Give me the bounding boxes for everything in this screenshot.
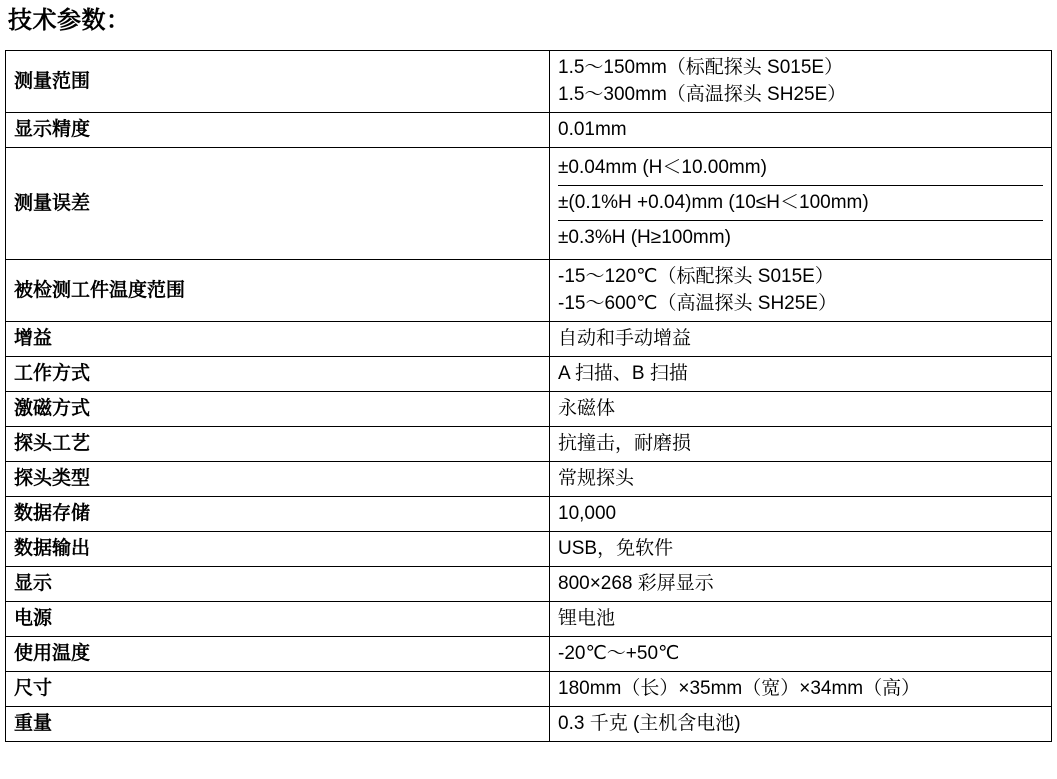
row-value	[550, 260, 1052, 322]
row-label: 数据存储	[6, 497, 550, 532]
sub-row	[558, 186, 1043, 221]
value-line: 0.3 千克 (主机含电池)	[558, 713, 741, 734]
value-line: 抗撞击，耐磨损	[558, 433, 692, 454]
table-row	[6, 113, 1052, 148]
row-label: 显示	[6, 567, 550, 602]
row-value	[550, 113, 1052, 148]
row-label: 探头类型	[6, 462, 550, 497]
value-line: 常规探头	[558, 468, 635, 489]
row-value	[550, 462, 1052, 497]
value-line: -20℃～+50℃	[558, 643, 680, 664]
row-label: 使用温度	[6, 637, 550, 672]
value-line: 800×268 彩屏显示	[558, 573, 714, 594]
row-label: 数据输出	[6, 532, 550, 567]
row-value	[550, 567, 1052, 602]
table-row	[6, 260, 1052, 322]
table-row	[6, 532, 1052, 567]
page-title: 技术参数：	[8, 8, 131, 34]
table-row	[6, 427, 1052, 462]
row-label: 测量范围	[6, 51, 550, 113]
row-value	[550, 357, 1052, 392]
row-label: 探头工艺	[6, 427, 550, 462]
table-row	[6, 602, 1052, 637]
row-label: 重量	[6, 707, 550, 742]
table-row	[6, 51, 1052, 113]
row-value	[550, 637, 1052, 672]
sub-row	[558, 221, 1043, 256]
row-value	[550, 602, 1052, 637]
row-value	[550, 532, 1052, 567]
sub-row	[558, 151, 1043, 186]
table-row	[6, 567, 1052, 602]
value-line: 1.5～300mm（高温探头 SH25E）	[558, 84, 847, 105]
table-row	[6, 672, 1052, 707]
row-label: 被检测工件温度范围	[6, 260, 550, 322]
row-value	[550, 427, 1052, 462]
value-line: ±(0.1%H +0.04)mm (10≤H＜100mm)	[558, 186, 1043, 221]
table-row	[6, 462, 1052, 497]
row-value	[550, 672, 1052, 707]
row-label: 电源	[6, 602, 550, 637]
value-line: ±0.3%H (H≥100mm)	[558, 227, 731, 248]
specifications-table	[5, 50, 1052, 742]
row-label: 显示精度	[6, 113, 550, 148]
table-row	[6, 148, 1052, 260]
value-line: 180mm（长）×35mm（宽）×34mm（高）	[558, 678, 921, 699]
table-row	[6, 392, 1052, 427]
value-line: A 扫描、B 扫描	[558, 363, 688, 384]
row-label: 测量误差	[6, 148, 550, 260]
table-row	[6, 322, 1052, 357]
value-line: 10,000	[558, 503, 617, 524]
table-row	[6, 357, 1052, 392]
value-line: 永磁体	[558, 398, 616, 419]
row-label: 增益	[6, 322, 550, 357]
row-value	[550, 322, 1052, 357]
value-line: ±0.04mm (H＜10.00mm)	[558, 151, 1043, 186]
row-value	[550, 497, 1052, 532]
value-line: 1.5～150mm（标配探头 S015E）	[558, 57, 844, 78]
row-label: 激磁方式	[6, 392, 550, 427]
table-row	[6, 497, 1052, 532]
value-line: 0.01mm	[558, 119, 627, 140]
value-line: -15～600℃（高温探头 SH25E）	[558, 293, 837, 314]
row-value	[550, 148, 1052, 260]
value-line: 自动和手动增益	[558, 328, 692, 349]
row-label: 尺寸	[6, 672, 550, 707]
row-value	[550, 51, 1052, 113]
row-value	[550, 707, 1052, 742]
value-line: 锂电池	[558, 608, 616, 629]
table-row	[6, 707, 1052, 742]
table-row	[6, 637, 1052, 672]
value-line: USB，免软件	[558, 538, 674, 559]
row-label: 工作方式	[6, 357, 550, 392]
value-line: -15～120℃（标配探头 S015E）	[558, 266, 834, 287]
sub-table	[558, 151, 1043, 255]
row-value	[550, 392, 1052, 427]
